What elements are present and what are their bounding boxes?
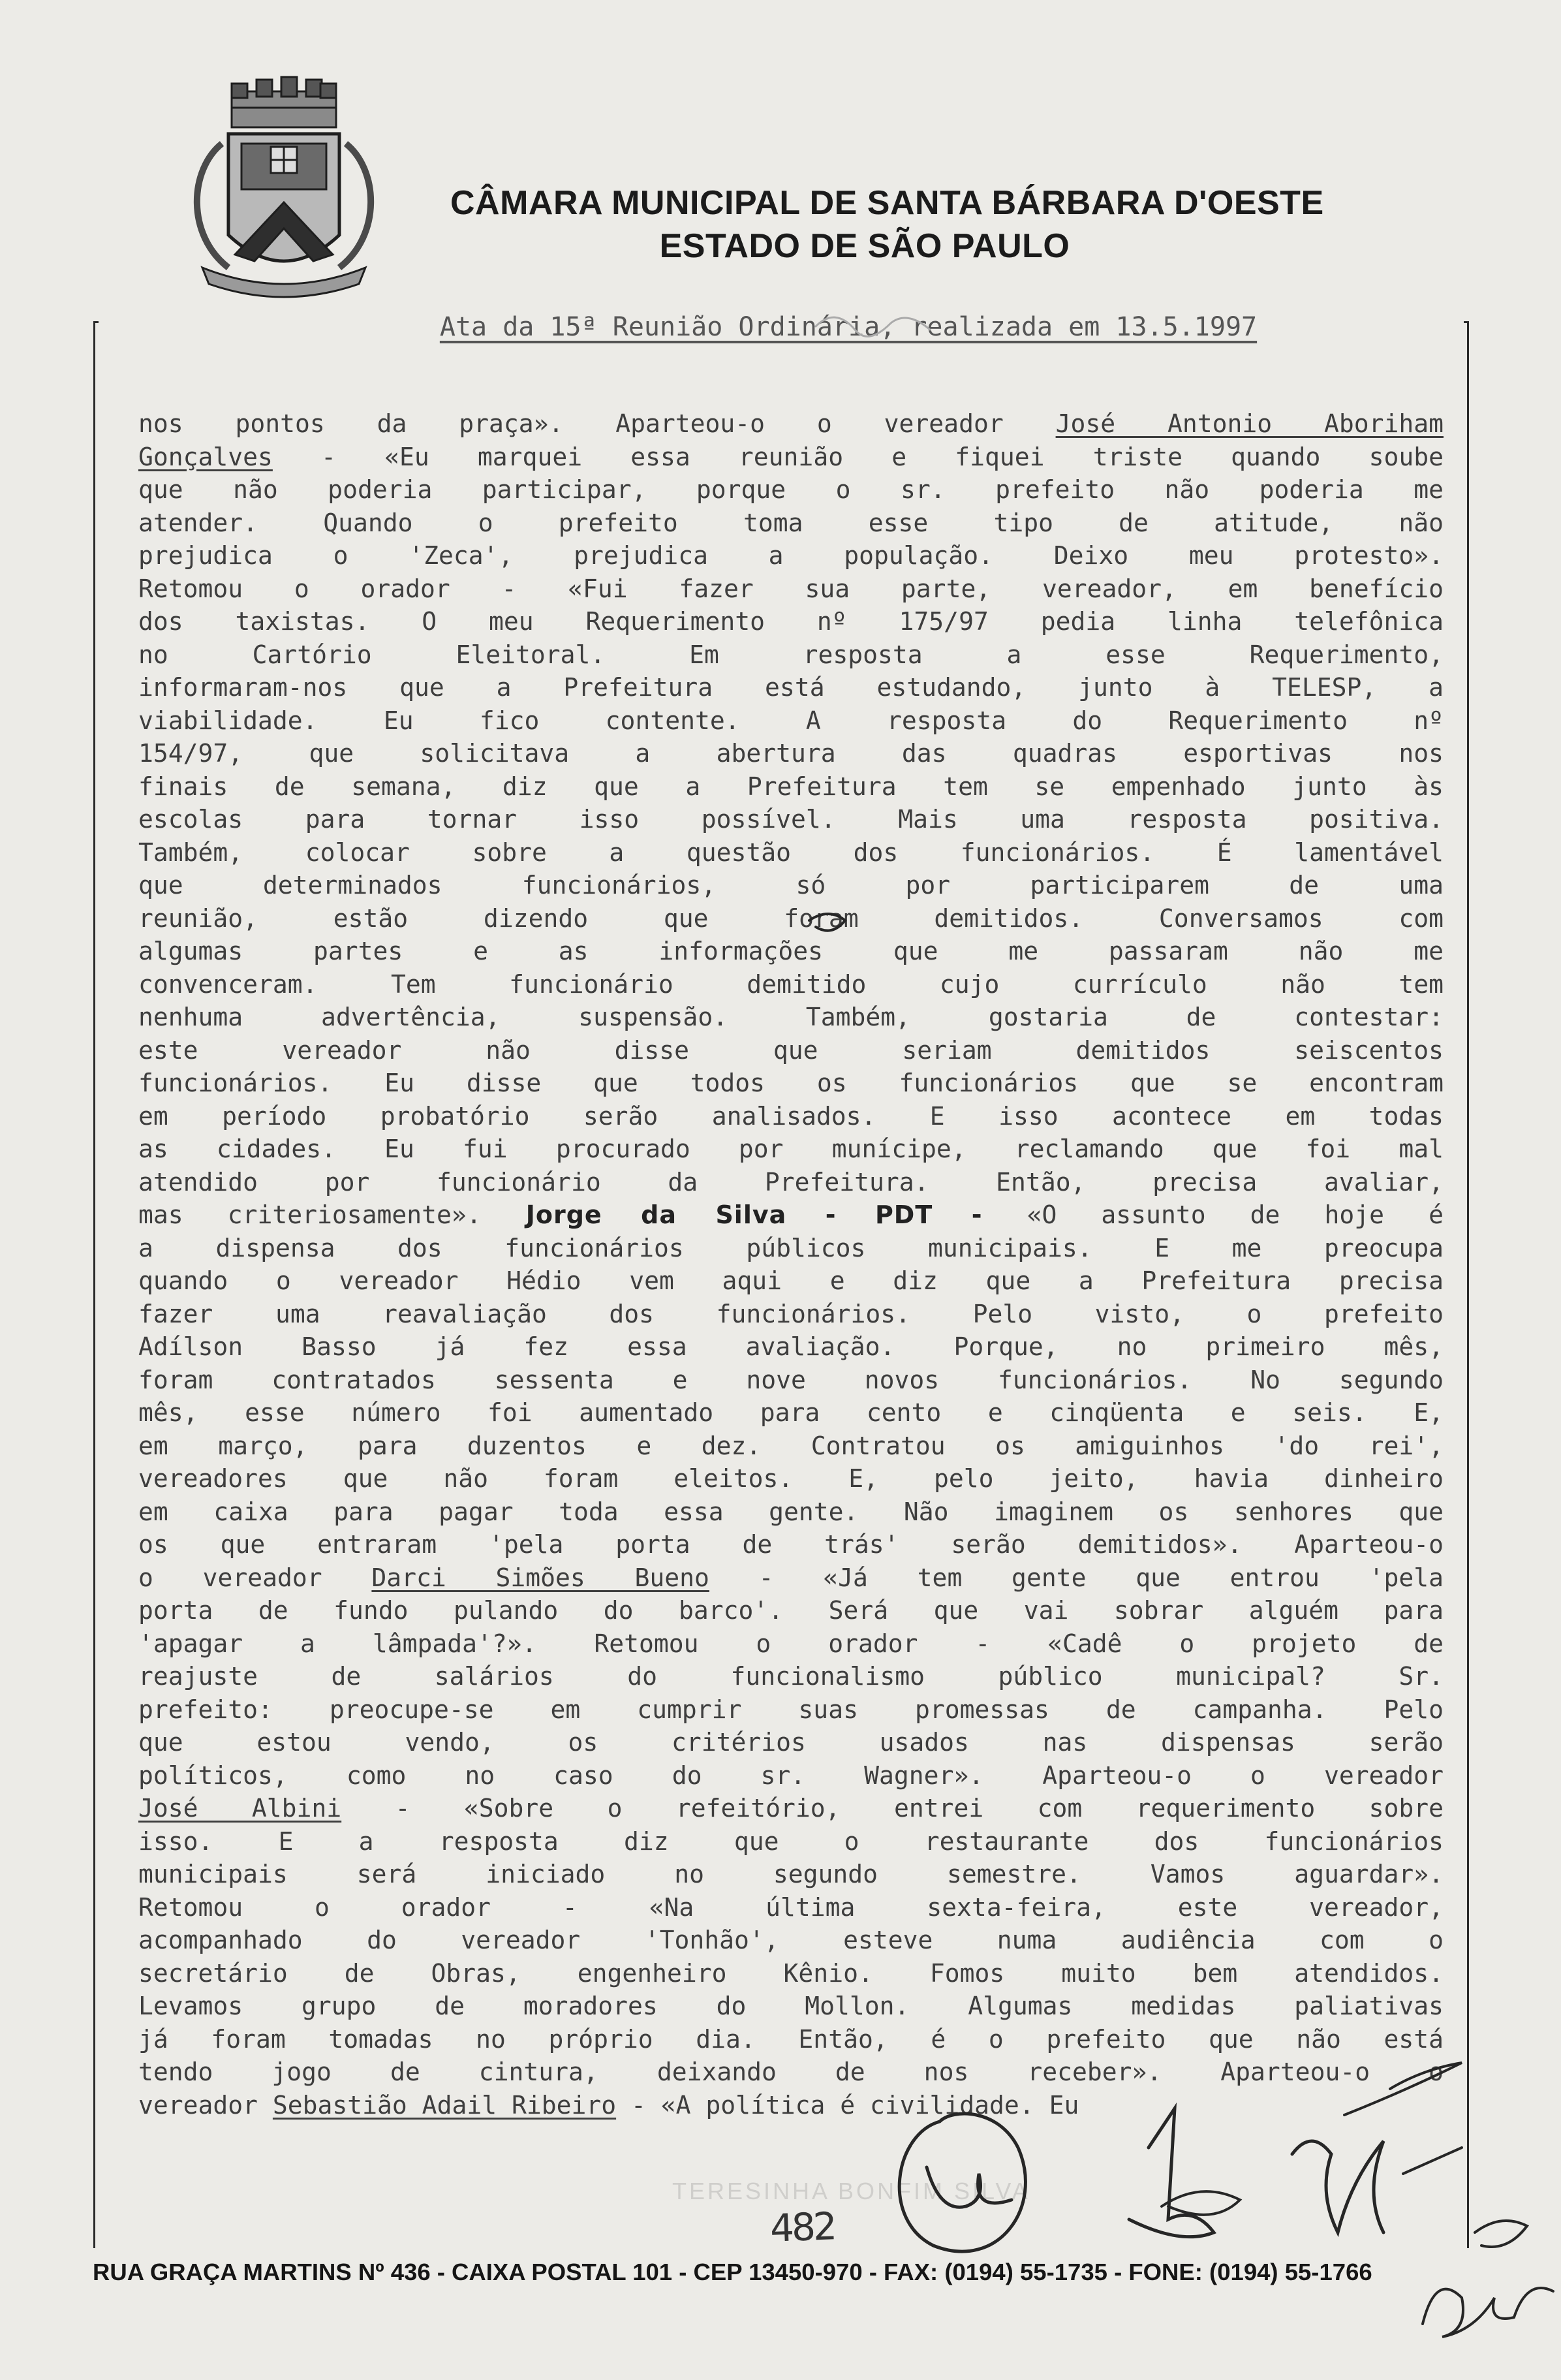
text-line: este vereador não disse que seriam demitidos seiscentos <box>138 1035 1444 1065</box>
text-line: isso. E a resposta diz que o restaurante dos funcionários <box>138 1826 1444 1856</box>
left-margin-rule <box>93 321 95 2248</box>
left-rule-tick <box>93 321 99 323</box>
underlined-name: Sebastião Adail Ribeiro <box>272 2090 617 2120</box>
text-line: atender. Quando o prefeito toma esse tipo de atitude, não <box>138 508 1444 537</box>
text-line: convenceram. Tem funcionário demitido cujo currículo não tem <box>138 969 1444 999</box>
text-line: reajuste de salários do funcionalismo público municipal? Sr. <box>138 1662 1444 1691</box>
minutes-body-text <box>138 407 1444 2122</box>
institution-header <box>450 181 1324 268</box>
text-line: mas criteriosamente». Jorge da Silva - PDT - «O assunto de hoje é <box>138 1200 1444 1229</box>
bleed-through-text: TERESINHA BONFIM SILVA <box>672 2178 1030 2204</box>
text-line: informaram-nos que a Prefeitura está estudando, junto à TELESP, a <box>138 673 1444 702</box>
text-line: políticos, como no caso do sr. Wagner». Aparteou-o o vereador <box>138 1761 1444 1790</box>
text-line: as cidades. Eu fui procurado por munícipe, reclamando que foi mal <box>138 1135 1444 1163</box>
text-line: Gonçalves - «Eu marquei essa reunião e fiquei triste quando soube <box>138 442 1444 471</box>
text-line: porta de fundo pulando do barco'. Será que vai sobrar alguém para <box>138 1596 1444 1625</box>
text-line: prejudica o 'Zeca', prejudica a população. Deixo meu protesto». <box>138 541 1444 570</box>
text-line: que determinados funcionários, só por participarem de uma <box>138 871 1444 900</box>
text-line: no Cartório Eleitoral. Em resposta a esse Requerimento, <box>138 640 1444 669</box>
text-line: os que entraram 'pela porta de trás' serão demitidos». Aparteou-o <box>138 1530 1444 1559</box>
text-line: secretário de Obras, engenheiro Kênio. Fomos muito bem atendidos. <box>138 1958 1444 1988</box>
text-line: algumas partes e as informações que me passaram não me <box>138 937 1444 965</box>
text-line: escolas para tornar isso possível. Mais uma resposta positiva. <box>138 805 1444 834</box>
text-line: dos taxistas. O meu Requerimento nº 175/97 pedia linha telefônica <box>138 607 1444 636</box>
institution-name: CÂMARA MUNICIPAL DE SANTA BÁRBARA D'OESTE <box>450 184 1324 222</box>
text-line: atendido por funcionário da Prefeitura. Então, precisa avaliar, <box>138 1167 1444 1197</box>
right-rule-tick <box>1464 321 1469 323</box>
text-line: em março, para duzentos e dez. Contratou os amiguinhos 'do rei', <box>138 1431 1444 1460</box>
text-line: vereadores que não foram eleitos. E, pelo jeito, havia dinheiro <box>138 1464 1444 1493</box>
text-line: em período probatório serão analisados. E isso acontece em todas <box>138 1101 1444 1131</box>
text-line: já foram tomadas no próprio dia. Então, é o prefeito que não está <box>138 2024 1444 2054</box>
text-line: em caixa para pagar toda essa gente. Não imaginem os senhores que <box>138 1497 1444 1526</box>
text-line: viabilidade. Eu fico contente. A resposta do Requerimento nº <box>138 706 1444 735</box>
underlined-name: Darci Simões Bueno <box>371 1563 709 1592</box>
text-line: vereador Sebastião Adail Ribeiro - «A política é civilidade. Eu <box>138 2090 1079 2120</box>
text-line: 154/97, que solicitava a abertura das quadras esportivas nos <box>138 739 1444 768</box>
text-line: Retomou o orador - «Na última sexta-feira, este vereador, <box>138 1892 1444 1922</box>
text-line: Levamos grupo de moradores do Mollon. Algumas medidas paliativas <box>138 1992 1444 2020</box>
state-name: ESTADO DE SÃO PAULO <box>659 227 1070 265</box>
text-line: funcionários. Eu disse que todos os funcionários que se encontram <box>138 1069 1444 1097</box>
text-line: municipais será iniciado no segundo semestre. Vamos aguardar». <box>138 1860 1444 1888</box>
speaker-name: Jorge da Silva - PDT - <box>525 1200 983 1229</box>
underlined-name: Gonçalves <box>138 442 273 471</box>
text-line: fazer uma reavaliação dos funcionários. Pelo visto, o prefeito <box>138 1299 1444 1328</box>
coat-of-arms-emblem <box>176 72 392 307</box>
text-line: quando o vereador Hédio vem aqui e diz que a Prefeitura precisa <box>138 1266 1444 1295</box>
text-line: Retomou o orador - «Fui fazer sua parte, vereador, em benefício <box>138 574 1444 603</box>
text-line: Também, colocar sobre a questão dos funcionários. É lamentável <box>138 838 1444 867</box>
text-line: prefeito: preocupe-se em cumprir suas promessas de campanha. Pelo <box>138 1695 1444 1724</box>
text-line: foram contratados sessenta e nove novos funcionários. No segundo <box>138 1365 1444 1394</box>
text-line: o vereador Darci Simões Bueno - «Já tem gente que entrou 'pela <box>138 1563 1444 1592</box>
text-line: reunião, estão dizendo que foram demitidos. Conversamos com <box>138 903 1444 933</box>
text-line: Adílson Basso já fez essa avaliação. Porque, no primeiro mês, <box>138 1332 1444 1361</box>
text-line: tendo jogo de cintura, deixando de nos receber». Aparteou-o o <box>138 2058 1444 2086</box>
right-margin-rule <box>1467 321 1469 2248</box>
text-line: nos pontos da praça». Aparteou-o o vereador José Antonio Aboriham <box>138 409 1444 438</box>
address-footer: RUA GRAÇA MARTINS Nº 436 - CAIXA POSTAL 101 - CEP 13450-970 - FAX: (0194) 55-1735 - FONE: (0194) 55-1766 <box>93 2259 1372 2285</box>
underlined-name: José Albini <box>138 1794 342 1823</box>
text-line: 'apagar a lâmpada'?». Retomou o orador - «Cadê o projeto de <box>138 1629 1444 1658</box>
text-line: que não poderia participar, porque o sr. prefeito não poderia me <box>138 475 1444 504</box>
text-line: finais de semana, diz que a Prefeitura tem se empenhado junto às <box>138 772 1444 801</box>
text-line: José Albini - «Sobre o refeitório, entrei com requerimento sobre <box>138 1794 1444 1823</box>
text-line: acompanhado do vereador 'Tonhão', esteve numa audiência com o <box>138 1926 1444 1954</box>
minutes-title: Ata da 15ª Reunião Ordinária, realizada em 13.5.1997 <box>439 312 1258 342</box>
underlined-name: José Antonio Aboriham <box>1055 409 1444 438</box>
text-line: a dispensa dos funcionários públicos municipais. E me preocupa <box>138 1233 1444 1262</box>
text-line: nenhuma advertência, suspensão. Também, gostaria de contestar: <box>138 1003 1444 1031</box>
text-line: mês, esse número foi aumentado para cento e cinqüenta e seis. E, <box>138 1398 1444 1427</box>
page-number: 482 <box>769 2204 835 2251</box>
text-line: que estou vendo, os critérios usados nas dispensas serão <box>138 1728 1444 1757</box>
